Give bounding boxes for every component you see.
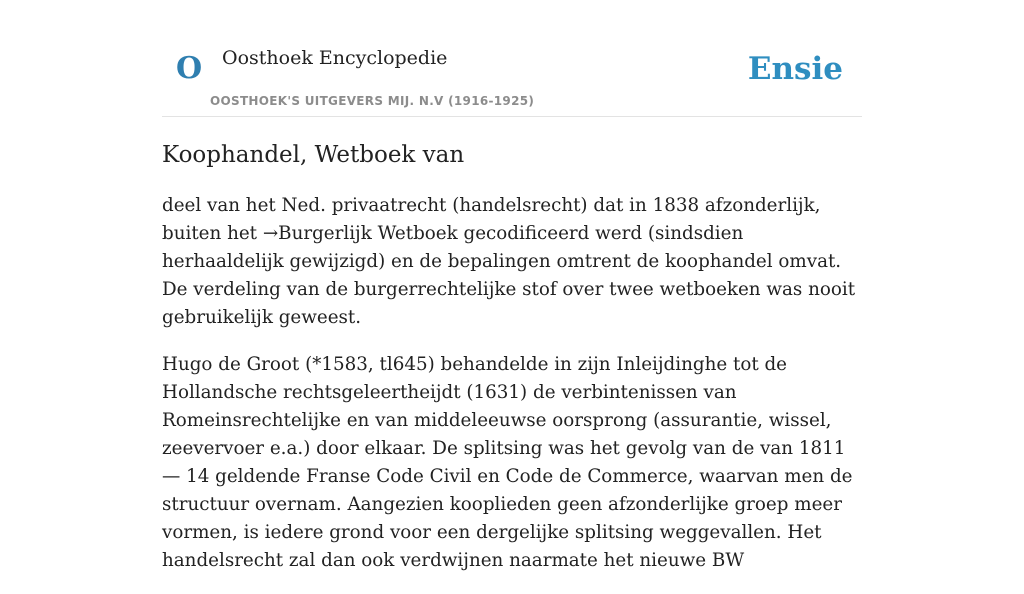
paragraph-1-text-after: gecodificeerd werd (sindsdien herhaaldelijk gewijzigd) en de bepalingen omtrent de koophandel omvat. De verdeling van de burgerrechtelijke stof over twee wetboeken was nooit gebruikelijk geweest. — [162, 223, 856, 328]
publication-logo[interactable]: O — [176, 51, 203, 86]
entry-title: Koophandel, Wetboek van — [162, 142, 465, 168]
brand-logo-link[interactable]: Ensie — [747, 51, 843, 87]
paragraph-1 — [162, 192, 862, 332]
header — [162, 0, 862, 117]
entry-body — [162, 192, 862, 594]
publisher-subtitle: OOSTHOEK'S UITGEVERS MIJ. N.V (1916-1925) — [210, 94, 535, 108]
publication-title[interactable]: Oosthoek Encyclopedie — [222, 47, 448, 69]
paragraph-2: Hugo de Groot (*1583, tl645) behandelde in zijn Inleijdinghe tot de Hollandsche rechtsgeleertheijdt (1631) de verbintenissen van Romeinsrechtelijke en van middeleeuwse oorsprong (assurantie, wissel, zeevervoer e.a.) door elkaar. De splitsing was het gevolg van de van 1811 — 14 geldende Franse Code Civil en Code de Commerce, waarvan men de structuur overnam. Aangezien kooplieden geen afzonderlijke groep meer vormen, is iedere grond voor een dergelijke splitsing weggevallen. Het handelsrecht zal dan ook verdwijnen naarmate het nieuwe BW — [162, 354, 853, 571]
arrow-right-icon: → — [262, 223, 279, 244]
cross-reference-link[interactable] — [263, 223, 458, 244]
cross-reference-label: Burgerlijk Wetboek — [278, 223, 458, 244]
paragraph-1-text-before: deel van het Ned. privaatrecht (handelsrecht) dat in 1838 afzonderlijk, buiten het — [162, 195, 821, 244]
page — [162, 0, 862, 571]
